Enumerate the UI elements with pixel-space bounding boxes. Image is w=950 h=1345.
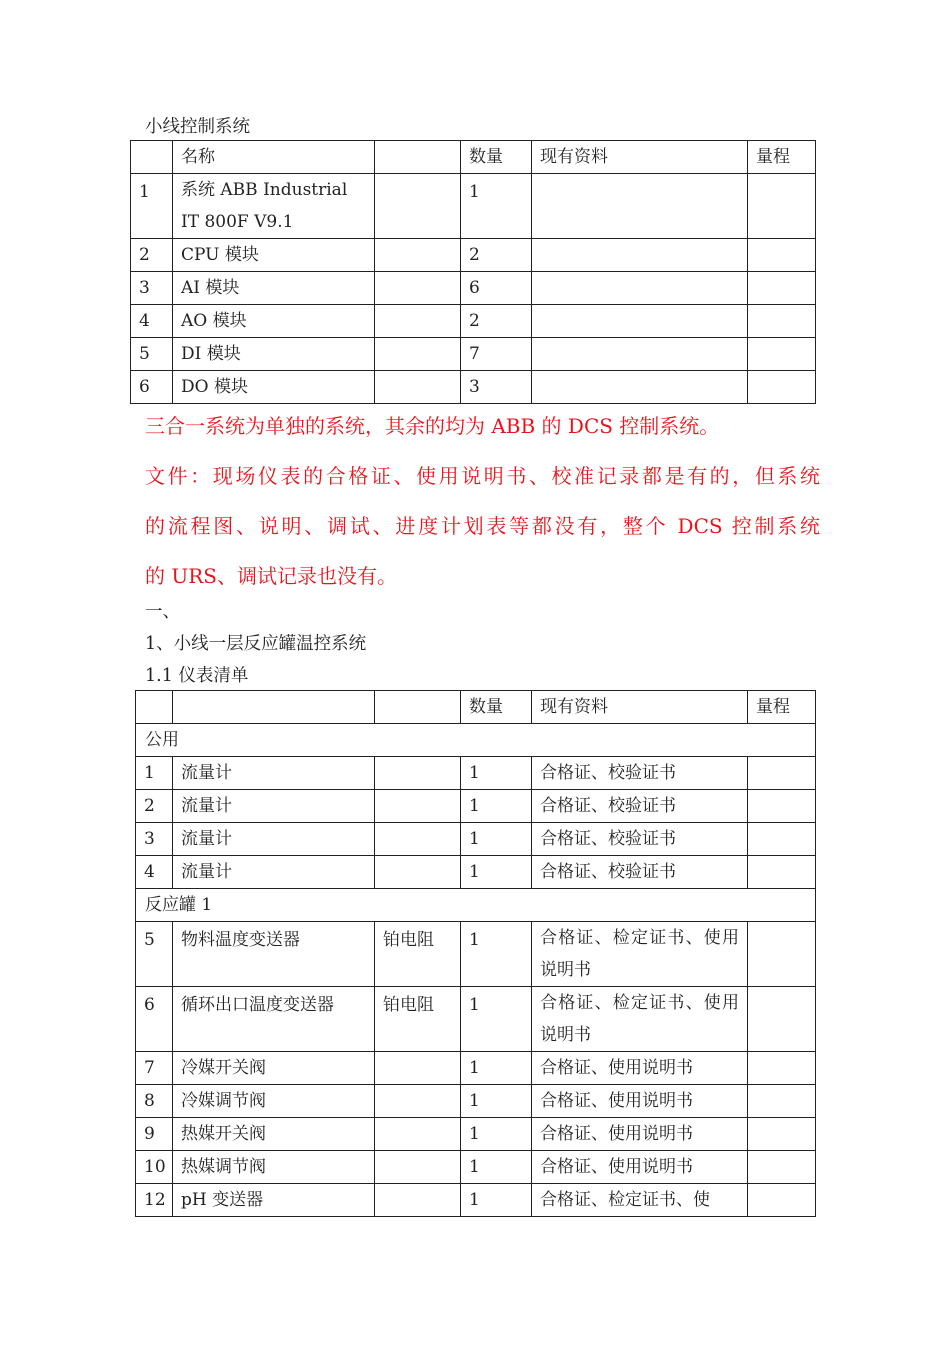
row-name: AO 模块 (173, 305, 375, 338)
row-docs: 合格证、使用说明书 (532, 1118, 748, 1151)
row-extra (375, 1085, 461, 1118)
row-qty: 1 (461, 1052, 532, 1085)
row-extra (375, 1052, 461, 1085)
row-no: 5 (131, 338, 173, 371)
row-no: 1 (131, 174, 173, 239)
group-label: 公用 (136, 724, 816, 757)
note-line-1: 三合一系统为单独的系统，其余的均为 ABB 的 DCS 控制系统。 (145, 414, 720, 438)
row-range (748, 1052, 816, 1085)
table-row (136, 856, 816, 889)
table-row (131, 305, 816, 338)
table-row (136, 790, 816, 823)
row-qty: 2 (461, 305, 532, 338)
row-name: 系统 ABB Industrial IT 800F V9.1 (173, 174, 375, 239)
control-system-table (130, 140, 816, 404)
row-qty: 1 (461, 856, 532, 889)
row-no: 2 (131, 239, 173, 272)
header-no (136, 691, 173, 724)
row-extra: 铂电阻 (375, 922, 461, 987)
section-marker: 一、 (145, 602, 180, 622)
row-name: 流量计 (173, 790, 375, 823)
row-name: 热媒开关阀 (173, 1118, 375, 1151)
row-name: 冷媒开关阀 (173, 1052, 375, 1085)
row-docs (532, 272, 748, 305)
row-range (748, 1118, 816, 1151)
table-header-row (131, 141, 816, 174)
row-docs: 合格证、检定证书、使 (532, 1184, 748, 1217)
row-range (748, 987, 816, 1052)
row-docs (532, 338, 748, 371)
row-no: 2 (136, 790, 173, 823)
row-name: DI 模块 (173, 338, 375, 371)
row-extra: 铂电阻 (375, 987, 461, 1052)
instrument-list-table (135, 690, 816, 1217)
row-docs: 合格证、校验证书 (532, 823, 748, 856)
row-docs: 合格证、检定证书、使用说明书 (532, 922, 748, 987)
row-range (748, 174, 816, 239)
row-range (748, 790, 816, 823)
row-docs: 合格证、使用说明书 (532, 1085, 748, 1118)
row-qty: 1 (461, 1151, 532, 1184)
header-range: 量程 (748, 691, 816, 724)
table-row (136, 1151, 816, 1184)
row-qty: 1 (461, 757, 532, 790)
table-row (136, 1052, 816, 1085)
header-extra (375, 141, 461, 174)
row-docs (532, 305, 748, 338)
row-range (748, 371, 816, 404)
table-row (131, 272, 816, 305)
row-qty: 1 (461, 1184, 532, 1217)
row-range (748, 1151, 816, 1184)
row-no: 10 (136, 1151, 173, 1184)
row-docs: 合格证、检定证书、使用说明书 (532, 987, 748, 1052)
header-range: 量程 (748, 141, 816, 174)
row-qty: 1 (461, 1118, 532, 1151)
row-name: 循环出口温度变送器 (173, 987, 375, 1052)
row-no: 3 (131, 272, 173, 305)
row-no: 4 (131, 305, 173, 338)
row-no: 1 (136, 757, 173, 790)
row-name: CPU 模块 (173, 239, 375, 272)
note-line-4: 的 URS、调试记录也没有。 (145, 564, 397, 588)
row-qty: 1 (461, 174, 532, 239)
row-no: 6 (136, 987, 173, 1052)
table-row (131, 371, 816, 404)
row-extra (375, 1118, 461, 1151)
row-no: 3 (136, 823, 173, 856)
row-extra (375, 239, 461, 272)
row-name: 流量计 (173, 823, 375, 856)
heading-temp-control: 1、小线一层反应罐温控系统 (145, 634, 367, 654)
row-name: 热媒调节阀 (173, 1151, 375, 1184)
header-name (173, 691, 375, 724)
row-no: 12 (136, 1184, 173, 1217)
table-row (136, 757, 816, 790)
row-docs: 合格证、校验证书 (532, 757, 748, 790)
table-header-row (136, 691, 816, 724)
row-qty: 6 (461, 272, 532, 305)
row-range (748, 823, 816, 856)
header-extra (375, 691, 461, 724)
header-no (131, 141, 173, 174)
row-no: 7 (136, 1052, 173, 1085)
row-qty: 3 (461, 371, 532, 404)
row-extra (375, 1151, 461, 1184)
row-range (748, 1085, 816, 1118)
row-name: AI 模块 (173, 272, 375, 305)
row-docs (532, 174, 748, 239)
table-row (136, 1085, 816, 1118)
row-no: 8 (136, 1085, 173, 1118)
table-row (131, 338, 816, 371)
row-docs: 合格证、校验证书 (532, 790, 748, 823)
table-row (136, 823, 816, 856)
row-qty: 1 (461, 823, 532, 856)
table-row (136, 987, 816, 1052)
row-range (748, 272, 816, 305)
row-name: 冷媒调节阀 (173, 1085, 375, 1118)
heading-instrument-list: 1.1 仪表清单 (145, 666, 249, 686)
row-range (748, 922, 816, 987)
row-extra (375, 1184, 461, 1217)
row-extra (375, 338, 461, 371)
row-extra (375, 174, 461, 239)
note-line-3: 的流程图、说明、调试、进度计划表等都没有，整个 DCS 控制系统 (145, 514, 820, 538)
table-row (136, 1184, 816, 1217)
row-no: 6 (131, 371, 173, 404)
header-docs: 现有资料 (532, 141, 748, 174)
row-docs: 合格证、使用说明书 (532, 1052, 748, 1085)
row-docs: 合格证、使用说明书 (532, 1151, 748, 1184)
group-label: 反应罐 1 (136, 889, 816, 922)
table-row (136, 922, 816, 987)
row-name: pH 变送器 (173, 1184, 375, 1217)
row-extra (375, 823, 461, 856)
heading-control-system: 小线控制系统 (145, 117, 250, 137)
row-name: 流量计 (173, 856, 375, 889)
row-range (748, 239, 816, 272)
row-range (748, 856, 816, 889)
row-extra (375, 790, 461, 823)
row-no: 5 (136, 922, 173, 987)
row-range (748, 757, 816, 790)
row-extra (375, 371, 461, 404)
group-row-reactor (136, 889, 816, 922)
table-row (131, 239, 816, 272)
row-extra (375, 272, 461, 305)
row-range (748, 338, 816, 371)
row-no: 9 (136, 1118, 173, 1151)
row-name: 流量计 (173, 757, 375, 790)
row-extra (375, 305, 461, 338)
row-range (748, 305, 816, 338)
header-qty: 数量 (461, 691, 532, 724)
header-docs: 现有资料 (532, 691, 748, 724)
row-docs (532, 371, 748, 404)
row-qty: 1 (461, 922, 532, 987)
header-name: 名称 (173, 141, 375, 174)
row-qty: 7 (461, 338, 532, 371)
row-qty: 1 (461, 1085, 532, 1118)
table-row (131, 174, 816, 239)
row-docs (532, 239, 748, 272)
row-qty: 2 (461, 239, 532, 272)
header-qty: 数量 (461, 141, 532, 174)
row-name: DO 模块 (173, 371, 375, 404)
group-row-public (136, 724, 816, 757)
row-no: 4 (136, 856, 173, 889)
row-qty: 1 (461, 790, 532, 823)
table-row (136, 1118, 816, 1151)
row-range (748, 1184, 816, 1217)
row-extra (375, 757, 461, 790)
row-extra (375, 856, 461, 889)
row-name: 物料温度变送器 (173, 922, 375, 987)
row-qty: 1 (461, 987, 532, 1052)
note-line-2: 文件：现场仪表的合格证、使用说明书、校准记录都是有的，但系统 (145, 464, 820, 488)
row-docs: 合格证、校验证书 (532, 856, 748, 889)
